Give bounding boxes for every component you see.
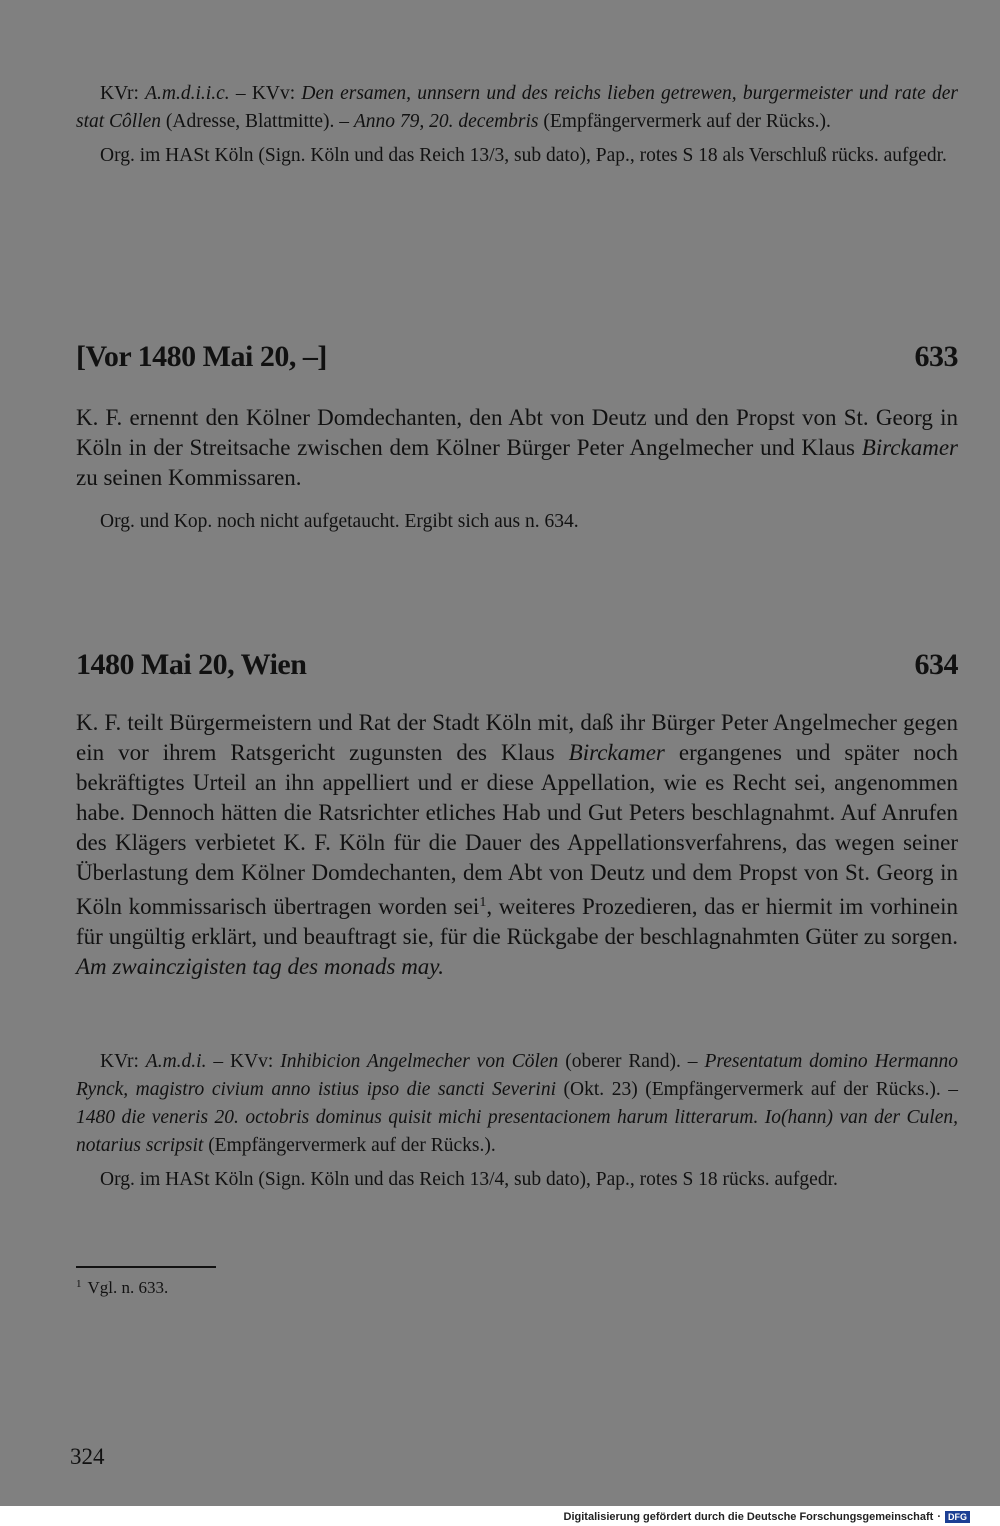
text-run: (oberer Rand). –	[558, 1051, 705, 1072]
italic-text: Birckamer	[568, 740, 665, 765]
entry-634-text	[76, 708, 958, 982]
entry-633-date: [Vor 1480 Mai 20, –]	[76, 340, 327, 373]
italic-text: A.m.d.i.i.c.	[145, 83, 230, 104]
footnote-marker: 1	[76, 1278, 82, 1290]
text-run: (Okt. 23) (Empfängervermerk auf der Rücks.). –	[556, 1079, 958, 1100]
text-run: KVr:	[100, 83, 146, 104]
text-run: (Adresse, Blattmitte). –	[161, 111, 354, 132]
entry-633-number: 633	[914, 340, 958, 373]
entry-634-summary	[76, 708, 958, 982]
text-run: KVr:	[100, 1051, 146, 1072]
text-run: – KVv:	[206, 1051, 281, 1072]
entry-634-note-kv	[76, 1048, 958, 1160]
text-run: – KVv:	[229, 83, 302, 104]
entry-633-text	[76, 403, 958, 493]
italic-text: Am zwainczigisten tag des monads may.	[76, 954, 444, 979]
dfg-logo: DFG	[945, 1511, 970, 1523]
footnote-text: Vgl. n. 633.	[87, 1278, 169, 1297]
entry-634-notes	[76, 1048, 958, 1194]
text-run: , weiteres Prozedieren, das er hiermit im vorhinein für ungültig erklärt, und beauftragt sie, für die Rückgabe der beschlagnahmten Güter zu sorgen.	[76, 894, 958, 949]
entry-633-heading	[76, 340, 958, 374]
entry-633-summary	[76, 403, 958, 493]
footnote	[76, 1278, 168, 1298]
italic-text: A.m.d.i.	[145, 1051, 207, 1072]
footnote-reference: 1	[479, 895, 487, 910]
text-run: K. F. teilt Bürgermeistern und Rat der Stadt Köln mit, daß ihr Bürger Peter Angelmecher gegen ein vor ihrem Ratsgericht zugunsten des Klaus	[76, 710, 958, 765]
italic-text: Presentatum domino Hermanno Rynck, magistro civium anno istius ipso die sancti Severini	[76, 1051, 958, 1100]
page-number: 324	[70, 1444, 105, 1469]
top-notes-kv	[76, 80, 958, 136]
footnote-divider	[76, 1266, 216, 1268]
italic-text: Inhibicion Angelmecher von Cölen	[280, 1051, 559, 1072]
entry-634-date: 1480 Mai 20, Wien	[76, 648, 307, 681]
italic-text: Den ersamen, unnsern und des reichs lieben getrewen, burgermeister und rate der stat Côllen	[76, 83, 958, 132]
italic-text: Birckamer	[861, 435, 958, 460]
text-run: (Empfängervermerk auf der Rücks.).	[203, 1135, 496, 1156]
text-run: ergangenes und später noch bekräftigtes Urteil an ihn appelliert und er diese Appellation, wie es Recht sei, angenommen habe. Dennoch hätten die Ratsrichter etliches Hab und Gut Peters beschlagnahmt. Auf Anrufen des Klägers verbietet K. F. Köln für die Dauer des Appellationsverfahrens, das wegen seiner Überlastung dem Kölner Domdechanten, dem Abt von Deutz und dem Propst von St. Georg in Köln kommissarisch übertragen worden sei	[76, 740, 958, 919]
credit-text: Digitalisierung gefördert durch die Deutsche Forschungsgemeinschaft	[563, 1511, 934, 1523]
top-notes	[76, 80, 958, 170]
top-notes-org: Org. im HASt Köln (Sign. Köln und das Reich 13/3, sub dato), Pap., rotes S 18 als Verschluß rücks. aufgedr.	[100, 145, 947, 166]
entry-633-note-block	[76, 508, 958, 536]
italic-text: Anno 79, 20. decembris	[353, 111, 539, 132]
digitization-credit: Digitalisierung gefördert durch die Deutsche Forschungsgemeinschaft · DFG	[564, 1511, 970, 1523]
text-run: K. F. ernennt den Kölner Domdechanten, den Abt von Deutz und den Propst von St. Georg in Köln in der Streitsache zwischen dem Kölner Bürger Peter Angelmecher und Klaus	[76, 405, 958, 460]
entry-634-number: 634	[914, 648, 958, 681]
italic-text: 1480 die veneris 20. octobris dominus quisit michi presentacionem harum litterarum. Io(hann) van der Culen, notarius scripsit	[76, 1107, 958, 1156]
entry-634-heading	[76, 648, 958, 682]
text-run: zu seinen Kommissaren.	[76, 465, 302, 490]
entry-633-note: Org. und Kop. noch nicht aufgetaucht. Ergibt sich aus n. 634.	[100, 511, 579, 532]
entry-634-note-org: Org. im HASt Köln (Sign. Köln und das Reich 13/4, sub dato), Pap., rotes S 18 rücks. aufgedr.	[100, 1169, 838, 1190]
text-run: (Empfängervermerk auf der Rücks.).	[538, 111, 831, 132]
